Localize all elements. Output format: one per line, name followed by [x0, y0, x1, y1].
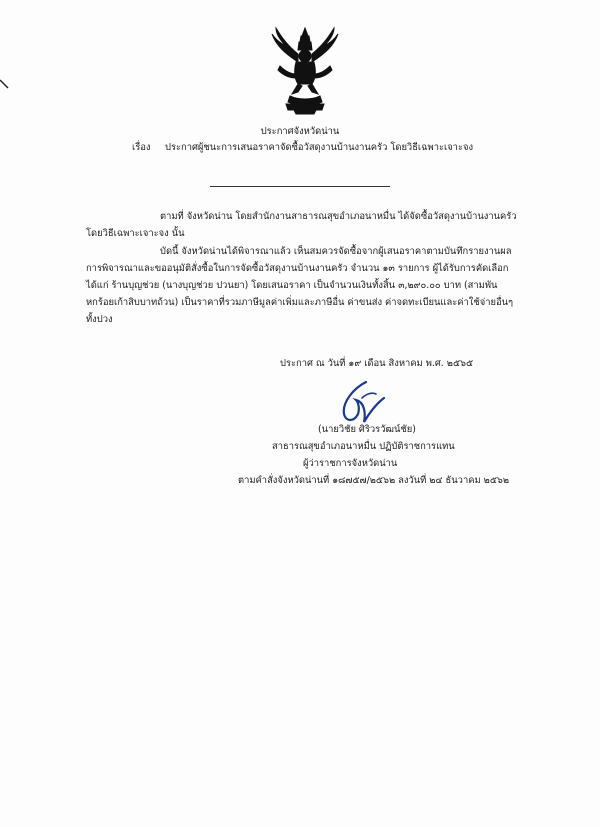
paragraph-1-line-2: โดยวิธีเฉพาะเจาะจง นั้น	[86, 228, 185, 239]
paragraph-2-line-3: ได้แก่ ร้านบุญช่วย (นางบุญช่วย ปวนยา) โดยเสนอราคา เป็นจำนวนเงินทั้งสิ้น ๓,๒๙๐.๐๐ บาท (สามพัน	[86, 280, 498, 291]
signer-position: สาธารณสุขอำเภอนาหมื่น ปฏิบัติราชการแทน	[272, 441, 455, 452]
header-divider	[210, 186, 390, 187]
signer-position-2: ผู้ว่าราชการจังหวัดน่าน	[303, 458, 398, 469]
paragraph-2-line-4: หกร้อยเก้าสิบบาทถ้วน) เป็นราคาที่รวมภาษีมูลค่าเพิ่มและภาษีอื่น ค่าขนส่ง ค่าจดทะเบียนและค่าใช้จ่ายอื่นๆ	[86, 297, 514, 308]
subject-label: เรื่อง	[132, 142, 151, 153]
agency-title: ประกาศจังหวัดน่าน	[260, 126, 340, 137]
scan-edge-mark	[0, 78, 12, 92]
paragraph-2-line-1: บัดนี้ จังหวัดน่านได้พิจารณาแล้ว เห็นสมควรจัดซื้อจากผู้เสนอราคาตามบันทึกรายงานผล	[160, 246, 512, 257]
paragraph-2-line-2: การพิจารณาและขออนุมัติสั่งซื้อในการจัดซื้อวัสดุงานบ้านงานครัว จำนวน ๑๓ รายการ ผู้ได้รับการคัดเลือก	[86, 263, 509, 274]
subject-text: ประกาศผู้ชนะการเสนอราคาจัดซื้อวัสดุงานบ้านงานครัว โดยวิธีเฉพาะเจาะจง	[165, 142, 474, 153]
order-reference: ตามคำสั่งจังหวัดน่านที่ ๑๘๗๕๗/๒๕๖๒ ลงวันที่ ๒๔ ธันวาคม ๒๕๖๒	[238, 475, 510, 486]
handwritten-signature	[336, 378, 388, 428]
announcement-date: ประกาศ ณ วันที่ ๑๙ เดือน สิงหาคม พ.ศ. ๒๕๖๕	[280, 358, 474, 369]
paragraph-2-line-5: ทั้งปวง	[86, 314, 113, 325]
garuda-emblem	[268, 26, 342, 116]
paragraph-1-line-1: ตามที่ จังหวัดน่าน โดยสำนักงานสาธารณสุขอำเภอนาหมื่น ได้จัดซื้อวัสดุงานบ้านงานครัว	[160, 211, 517, 222]
signer-name: (นายวิชัย ศิริวรวัฒน์ชัย)	[318, 424, 416, 435]
